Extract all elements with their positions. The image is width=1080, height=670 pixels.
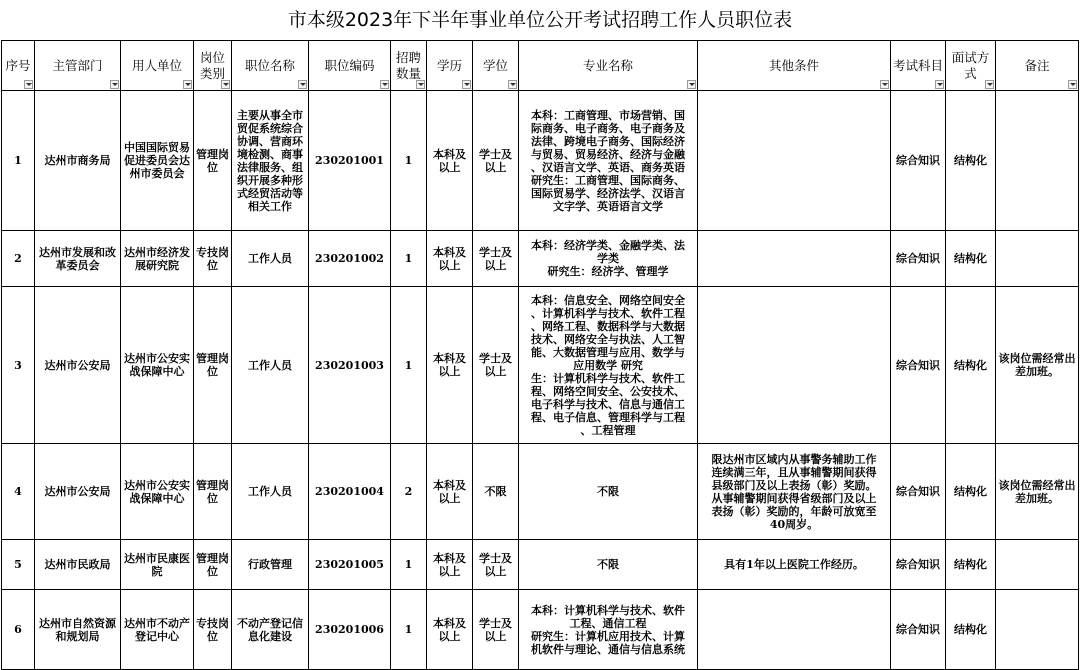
header-label: 备注 xyxy=(1024,57,1050,73)
no-text: 2 xyxy=(14,252,22,265)
cell-code[interactable] xyxy=(309,590,391,670)
cell-dept[interactable] xyxy=(35,231,121,287)
cell-no[interactable] xyxy=(2,231,35,287)
cell-degree[interactable] xyxy=(473,540,519,590)
cell-degree[interactable] xyxy=(473,590,519,670)
cell-education[interactable] xyxy=(427,91,473,231)
interview-text: 结构化 xyxy=(954,623,987,636)
other-line: 县级部门及以上表扬（彰）奖励。 xyxy=(711,478,877,492)
cell-other[interactable] xyxy=(698,231,891,287)
major-line: 、计算机科学与技术、软件工程 xyxy=(531,306,685,320)
cell-degree[interactable] xyxy=(473,91,519,231)
cell-count[interactable] xyxy=(391,287,427,444)
cell-unit[interactable] xyxy=(121,287,194,444)
interview-text: 结构化 xyxy=(954,485,987,498)
major-line: 程、网络空间安全、公安技术、 xyxy=(531,384,685,398)
cell-major[interactable] xyxy=(519,540,698,590)
position-text: 行政管理 xyxy=(248,558,292,571)
unit-text: 中国国际贸易促进委员会达州市委员会 xyxy=(124,141,190,180)
major-line: 际商务、电子商务、电子商务及 xyxy=(531,121,685,135)
degree-text: 不限 xyxy=(484,485,507,498)
other-line: 表扬（彰）奖励的，年龄可放宽至 xyxy=(711,504,877,518)
major-line: 程、电子信息、管理科学与工程 xyxy=(531,410,685,424)
cell-position[interactable] xyxy=(232,590,309,670)
table-row xyxy=(2,287,1079,444)
header-exam[interactable] xyxy=(891,41,946,91)
cell-unit[interactable] xyxy=(121,91,194,231)
cell-education[interactable] xyxy=(427,287,473,444)
filter-dropdown-icon[interactable] xyxy=(221,80,230,89)
count-text: 1 xyxy=(404,358,413,372)
cell-exam[interactable] xyxy=(891,540,946,590)
education-text: 本科及以上 xyxy=(433,551,466,578)
filter-dropdown-icon[interactable] xyxy=(508,80,517,89)
table-row xyxy=(2,590,1079,670)
header-label: 面试方式 xyxy=(951,49,990,81)
cell-dept[interactable] xyxy=(35,287,121,444)
code-text: 230201003 xyxy=(315,358,384,372)
unit-text: 达州市不动产登记中心 xyxy=(124,616,190,643)
header-remark[interactable] xyxy=(996,41,1079,91)
other-line: 限达州市区域内从事警务辅助工作 xyxy=(711,452,877,466)
code-text: 230201001 xyxy=(315,154,384,167)
major-line: 本科：计算机科学与技术、软件 xyxy=(531,603,685,617)
cell-category[interactable] xyxy=(194,91,232,231)
code-text: 230201005 xyxy=(315,558,384,571)
filter-dropdown-icon[interactable] xyxy=(380,80,389,89)
cell-interview[interactable] xyxy=(946,91,996,231)
education-text: 本科及以上 xyxy=(433,616,466,643)
dept-text: 达州市发展和改革委员会 xyxy=(39,245,116,272)
education-text: 本科及以上 xyxy=(433,352,466,378)
major-line: 本科：经济学类、金融学类、法 xyxy=(531,239,685,252)
header-label: 考试科目 xyxy=(893,57,944,73)
major-line: 与贸易、贸易经济、经济与金融 xyxy=(531,147,685,161)
major-line: 、汉语言文学、英语、商务英语 xyxy=(531,160,685,174)
header-label: 序号 xyxy=(5,57,31,73)
cell-dept[interactable] xyxy=(35,540,121,590)
major-line: 电子科学与技术、信息与通信工 xyxy=(531,397,685,411)
cell-exam[interactable] xyxy=(891,91,946,231)
cell-no[interactable] xyxy=(2,590,35,670)
cell-remark[interactable] xyxy=(996,231,1079,287)
cell-unit[interactable] xyxy=(121,590,194,670)
position-text: 主要从事全市贸促系统综合协调、营商环境检测、商事法律服务、组织开展多种形式经贸活动等相关工作 xyxy=(237,108,303,213)
cell-code[interactable] xyxy=(309,287,391,444)
other-line: 连续满三年，且从事辅警期间获得 xyxy=(711,465,877,479)
category-text: 专技岗位 xyxy=(196,245,229,272)
filter-dropdown-icon[interactable] xyxy=(1068,80,1077,89)
cell-exam[interactable] xyxy=(891,590,946,670)
position-text: 不动产登记信息化建设 xyxy=(237,616,303,643)
cell-code[interactable] xyxy=(309,91,391,231)
cell-unit[interactable] xyxy=(121,444,194,540)
exam-text: 综合知识 xyxy=(896,358,940,372)
interview-text: 结构化 xyxy=(954,558,987,571)
exam-text: 综合知识 xyxy=(896,558,940,571)
major-line: 本科：信息安全、网络空间安全 xyxy=(531,293,685,307)
other-line: 从事辅警期间获得省级部门及以上 xyxy=(711,491,877,505)
cell-category[interactable] xyxy=(194,444,232,540)
unit-text: 达州市经济发展研究院 xyxy=(124,245,190,272)
cell-interview[interactable] xyxy=(946,231,996,287)
cell-other[interactable] xyxy=(698,91,891,231)
header-label: 用人单位 xyxy=(131,57,182,73)
education-text: 本科及以上 xyxy=(433,147,466,174)
cell-major[interactable] xyxy=(519,91,698,231)
header-major[interactable] xyxy=(519,41,698,91)
position-text: 工作人员 xyxy=(248,252,292,265)
exam-text: 综合知识 xyxy=(896,485,940,498)
cell-degree[interactable] xyxy=(473,287,519,444)
header-count[interactable] xyxy=(391,41,427,91)
cell-no[interactable] xyxy=(2,540,35,590)
cell-count[interactable] xyxy=(391,540,427,590)
code-text: 230201002 xyxy=(315,252,384,265)
header-label: 学位 xyxy=(482,57,508,73)
major-line: 、工程管理 xyxy=(580,423,636,437)
cell-interview[interactable] xyxy=(946,287,996,444)
cell-major[interactable] xyxy=(519,231,698,287)
major-line: 学类 xyxy=(597,252,619,265)
cell-degree[interactable] xyxy=(473,444,519,540)
filter-dropdown-icon[interactable] xyxy=(416,80,425,89)
degree-text: 学士及以上 xyxy=(479,551,512,578)
cell-remark[interactable] xyxy=(996,444,1079,540)
position-table xyxy=(1,40,1079,670)
header-position[interactable] xyxy=(232,41,309,91)
interview-text: 结构化 xyxy=(954,252,987,265)
cell-interview[interactable] xyxy=(946,444,996,540)
major-line: 生：计算机科学与技术、软件工 xyxy=(531,371,685,385)
cell-other[interactable] xyxy=(698,444,891,540)
interview-text: 结构化 xyxy=(954,358,987,372)
header-interview[interactable] xyxy=(946,41,996,91)
header-label: 其他条件 xyxy=(768,57,819,73)
major-line: 不限 xyxy=(597,485,619,498)
cell-count[interactable] xyxy=(391,444,427,540)
cell-count[interactable] xyxy=(391,590,427,670)
cell-category[interactable] xyxy=(194,231,232,287)
major-line: 能、大数据管理与应用、数学与 xyxy=(531,345,685,359)
cell-no[interactable] xyxy=(2,287,35,444)
cell-remark[interactable] xyxy=(996,287,1079,444)
cell-remark[interactable] xyxy=(996,590,1079,670)
table-row xyxy=(2,444,1079,540)
no-text: 5 xyxy=(14,558,22,571)
no-text: 4 xyxy=(14,485,22,498)
cell-exam[interactable] xyxy=(891,287,946,444)
header-label: 职位编码 xyxy=(324,57,375,73)
major-line: 本科：工商管理、市场营销、国 xyxy=(531,108,685,122)
cell-code[interactable] xyxy=(309,444,391,540)
cell-code[interactable] xyxy=(309,231,391,287)
code-text: 230201006 xyxy=(315,623,384,636)
major-line: 、网络工程、数据科学与大数据 xyxy=(531,319,685,333)
header-label: 岗位类别 xyxy=(199,49,225,81)
header-label: 职位名称 xyxy=(244,57,295,73)
cell-remark[interactable] xyxy=(996,540,1079,590)
major-line: 研究生：工商管理、国际商务、 xyxy=(531,173,685,187)
filter-dropdown-icon[interactable] xyxy=(687,80,696,89)
cell-education[interactable] xyxy=(427,590,473,670)
table-row xyxy=(2,231,1079,287)
education-text: 本科及以上 xyxy=(433,478,466,505)
major-line: 不限 xyxy=(597,558,619,571)
exam-text: 综合知识 xyxy=(896,252,940,265)
major-line: 法律、跨境电子商务、国际经济 xyxy=(531,134,685,148)
cell-category[interactable] xyxy=(194,287,232,444)
filter-dropdown-icon[interactable] xyxy=(110,80,119,89)
other-line: 40周岁。 xyxy=(769,517,819,531)
degree-text: 学士及以上 xyxy=(479,245,512,272)
header-other[interactable] xyxy=(698,41,891,91)
dept-text: 达州市民政局 xyxy=(44,558,111,571)
cell-category[interactable] xyxy=(194,590,232,670)
education-text: 本科及以上 xyxy=(433,245,466,272)
no-text: 6 xyxy=(14,623,22,636)
cell-other[interactable] xyxy=(698,590,891,670)
cell-category[interactable] xyxy=(194,540,232,590)
header-code[interactable] xyxy=(309,41,391,91)
filter-dropdown-icon[interactable] xyxy=(183,80,192,89)
header-education[interactable] xyxy=(427,41,473,91)
cell-exam[interactable] xyxy=(891,231,946,287)
filter-dropdown-icon[interactable] xyxy=(462,80,471,89)
cell-interview[interactable] xyxy=(946,590,996,670)
count-text: 1 xyxy=(404,558,413,571)
cell-other[interactable] xyxy=(698,287,891,444)
header-label: 招聘数量 xyxy=(395,49,421,81)
degree-text: 学士及以上 xyxy=(479,352,512,378)
cell-count[interactable] xyxy=(391,231,427,287)
cell-interview[interactable] xyxy=(946,540,996,590)
other-line: 具有1年以上医院工作经历。 xyxy=(724,558,864,571)
cell-position[interactable] xyxy=(232,287,309,444)
category-text: 管理岗位 xyxy=(196,147,229,174)
no-text: 3 xyxy=(14,358,22,372)
remark-text: 该岗位需经常出差加班。 xyxy=(998,352,1076,378)
filter-dropdown-icon[interactable] xyxy=(935,80,944,89)
major-line: 工程、通信工程 xyxy=(569,616,647,630)
sheet-title: 市本级2023年下半年事业单位公开考试招聘工作人员职位表 xyxy=(287,9,793,31)
cell-other[interactable] xyxy=(698,540,891,590)
filter-dropdown-icon[interactable] xyxy=(298,80,307,89)
filter-dropdown-icon[interactable] xyxy=(985,80,994,89)
dept-text: 达州市自然资源和规划局 xyxy=(39,616,116,643)
count-text: 1 xyxy=(404,252,413,265)
cell-education[interactable] xyxy=(427,444,473,540)
cell-dept[interactable] xyxy=(35,444,121,540)
count-text: 1 xyxy=(404,623,413,636)
cell-position[interactable] xyxy=(232,540,309,590)
position-text: 工作人员 xyxy=(248,485,292,498)
major-line: 研究生：经济学、管理学 xyxy=(547,265,669,278)
interview-text: 结构化 xyxy=(954,154,987,167)
major-line: 技术、网络安全与执法、人工智 xyxy=(531,332,685,346)
major-line: 机软件与理论、通信与信息系统 xyxy=(531,642,685,656)
header-row xyxy=(2,41,1079,91)
filter-dropdown-icon[interactable] xyxy=(880,80,889,89)
dept-text: 达州市公安局 xyxy=(44,358,111,372)
cell-degree[interactable] xyxy=(473,231,519,287)
header-label: 专业名称 xyxy=(582,57,633,73)
cell-code[interactable] xyxy=(309,540,391,590)
cell-exam[interactable] xyxy=(891,444,946,540)
header-category[interactable] xyxy=(194,41,232,91)
header-label: 学历 xyxy=(436,57,462,73)
cell-position[interactable] xyxy=(232,231,309,287)
major-line: 研究生：计算机应用技术、计算 xyxy=(531,629,685,643)
degree-text: 学士及以上 xyxy=(479,616,512,643)
major-line: 文字学、英语语言文学 xyxy=(553,199,663,213)
cell-no[interactable] xyxy=(2,444,35,540)
count-text: 2 xyxy=(404,485,413,498)
exam-text: 综合知识 xyxy=(896,154,940,167)
unit-text: 达州市民康医院 xyxy=(124,551,190,578)
remark-text: 该岗位需经常出差加班。 xyxy=(998,478,1076,505)
header-unit[interactable] xyxy=(121,41,194,91)
count-text: 1 xyxy=(404,154,413,167)
filter-dropdown-icon[interactable] xyxy=(24,80,33,89)
cell-dept[interactable] xyxy=(35,590,121,670)
header-no[interactable] xyxy=(2,41,35,91)
dept-text: 达州市公安局 xyxy=(44,485,111,498)
cell-dept[interactable] xyxy=(35,91,121,231)
no-text: 1 xyxy=(14,154,22,167)
exam-text: 综合知识 xyxy=(896,623,940,636)
header-degree[interactable] xyxy=(473,41,519,91)
cell-position[interactable] xyxy=(232,91,309,231)
cell-position[interactable] xyxy=(232,444,309,540)
cell-education[interactable] xyxy=(427,231,473,287)
cell-unit[interactable] xyxy=(121,231,194,287)
category-text: 管理岗位 xyxy=(196,478,229,505)
header-label: 主管部门 xyxy=(52,57,103,73)
cell-major[interactable] xyxy=(519,444,698,540)
cell-unit[interactable] xyxy=(121,540,194,590)
degree-text: 学士及以上 xyxy=(479,147,512,174)
dept-text: 达州市商务局 xyxy=(44,154,111,167)
cell-education[interactable] xyxy=(427,540,473,590)
unit-text: 达州市公安实战保障中心 xyxy=(124,478,190,505)
category-text: 管理岗位 xyxy=(196,352,229,378)
cell-major[interactable] xyxy=(519,287,698,444)
table-row xyxy=(2,91,1079,231)
major-line: 国际贸易学、经济法学、汉语言 xyxy=(531,186,685,200)
major-line: 应用数学 研究 xyxy=(573,358,643,372)
header-dept[interactable] xyxy=(35,41,121,91)
position-text: 工作人员 xyxy=(248,358,292,372)
cell-major[interactable] xyxy=(519,590,698,670)
table-row xyxy=(2,540,1079,590)
cell-count[interactable] xyxy=(391,91,427,231)
cell-remark[interactable] xyxy=(996,91,1079,231)
cell-no[interactable] xyxy=(2,91,35,231)
unit-text: 达州市公安实战保障中心 xyxy=(124,352,190,378)
code-text: 230201004 xyxy=(315,485,384,498)
category-text: 管理岗位 xyxy=(196,551,229,578)
category-text: 专技岗位 xyxy=(196,616,229,643)
